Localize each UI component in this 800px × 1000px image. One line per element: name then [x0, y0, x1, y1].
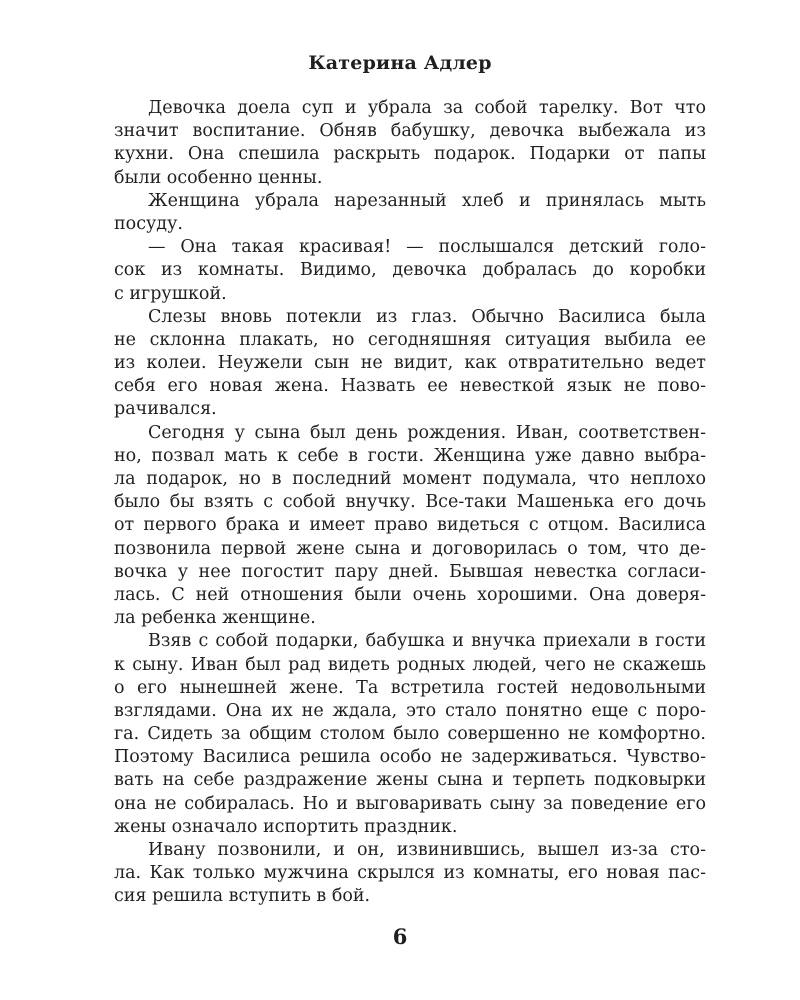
text-line: жены означало испортить праздник. [114, 816, 458, 837]
text-line: — Она такая красивая! — послышался детский голо- [148, 237, 706, 258]
text-line: взглядами. Она их не ждала, это стало понятно еще с поро- [114, 700, 706, 721]
text-line: позвонила первой жене сына и договорилась о том, что де- [114, 538, 706, 559]
text-line: сия решила вступить в бой. [114, 886, 371, 907]
running-head-author: Катерина Адлер [308, 52, 492, 74]
text-line: значит воспитание. Обняв бабушку, девочка выбежала из [114, 121, 706, 142]
text-line: кухни. Она спешила раскрыть подарок. Подарки от папы [114, 144, 706, 165]
text-line: она не собиралась. Но и выговаривать сыну за поведение его [114, 793, 706, 814]
text-line: рачивался. [114, 399, 217, 420]
text-line: не склонна плакать, но сегодняшняя ситуация выбила ее [114, 329, 706, 350]
text-line: Девочка доела суп и убрала за собой тарелку. Вот что [148, 98, 706, 118]
text-line: лась. С ней отношения были очень хорошими. Она доверя- [114, 584, 706, 605]
text-line: ла ребенка женщине. [114, 608, 316, 629]
text-line: были особенно ценны. [114, 167, 323, 188]
text-line: из колеи. Неужели сын не видит, как отвратительно ведет [114, 353, 706, 374]
text-line: Ивану позвонили, и он, извинившись, вышел из-за сто- [148, 840, 706, 860]
text-line: себя его новая жена. Назвать ее невесткой язык не пово- [114, 376, 706, 397]
body-text [114, 97, 706, 909]
text-line: с игрушкой. [114, 283, 227, 304]
text-line: Сегодня у сына был день рождения. Иван, соответствен- [148, 422, 706, 443]
text-line: га. Сидеть за общим столом было совершенно не комфортно. [114, 724, 706, 745]
text-line: о его нынешней жене. Та встретила гостей недовольными [114, 677, 706, 698]
text-line: сок из комнаты. Видимо, девочка добралась до коробки [114, 260, 706, 281]
text-line: посуду. [114, 213, 183, 234]
text-line: от первого брака и имеет право видеться с отцом. Василиса [114, 515, 706, 536]
text-line: Женщина убрала нарезанный хлеб и принялась мыть [148, 190, 706, 211]
page-number: 6 [392, 924, 408, 949]
text-line: Слезы вновь потекли из глаз. Обычно Василиса была [148, 306, 706, 327]
text-line: было бы взять с собой внучку. Все-таки Машенька его дочь [114, 492, 706, 513]
text-line: вать на себе раздражение жены сына и терпеть подковырки [114, 770, 706, 791]
text-line: но, позвал мать к себе в гости. Женщина уже давно выбра- [114, 445, 706, 466]
text-line: вочка у нее погостит пару дней. Бывшая невестка согласи- [114, 561, 706, 582]
text-line: Поэтому Василиса решила особо не задерживаться. Чувство- [114, 747, 706, 768]
text-line: ла подарок, но в последний момент подумала, что неплохо [114, 469, 706, 489]
text-line: ла. Как только мужчина скрылся из комнаты, его новая пас- [114, 863, 706, 884]
text-line: к сыну. Иван был рад видеть родных людей, чего не скажешь [114, 654, 706, 675]
text-line: Взяв с собой подарки, бабушка и внучка приехали в гости [148, 631, 706, 652]
